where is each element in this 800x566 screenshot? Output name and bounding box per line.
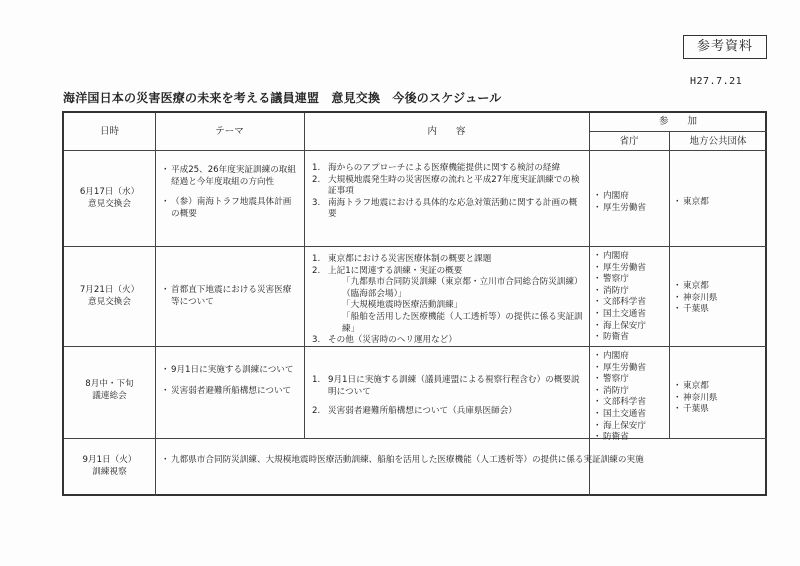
- ministry-item: ・ 文部科学省: [593, 397, 667, 409]
- ministry-item: ・ 厚生労働省: [593, 263, 667, 275]
- content-sub-item: 「九都県市合同防災訓練（東京都・立川市合同総合防災訓練）（臨海部会場）」: [342, 277, 583, 299]
- ministry-item: ・ 防衛省: [593, 432, 667, 444]
- ministry-list: [593, 251, 667, 344]
- content-item: 1. 東京都における災害医療体制の概要と課題: [312, 254, 492, 264]
- row-date-cell: [64, 187, 155, 210]
- theme-item: ・ （参）南海トラフ地震具体計画の概要: [161, 197, 296, 220]
- content-sub-item: 「船舶を活用した医療機能（人工透析等）の提供に係る実証訓練」: [342, 311, 583, 334]
- ministry-item: ・ 警察庁: [593, 274, 667, 286]
- ministry-item: ・ 厚生労働省: [593, 363, 667, 375]
- ministry-item: ・ 海上保安庁: [593, 321, 667, 333]
- column-divider: [304, 113, 305, 438]
- row-date-cell: [64, 455, 155, 478]
- local-government-item: ・ 千葉県: [673, 304, 765, 316]
- row-date: 7月21日（火）: [79, 285, 140, 295]
- row-date-cell: [64, 379, 155, 402]
- reference-badge: 参考資料: [683, 35, 767, 59]
- theme-item: ・ 平成25、26年度実証訓練の取組経過と今年度取組の方向性: [161, 165, 296, 188]
- theme-item: ・ 災害弱者避難所船構想について: [161, 386, 296, 398]
- content-list: [312, 254, 586, 347]
- local-government-item: ・ 東京都: [673, 381, 765, 393]
- schedule-table: [62, 111, 767, 496]
- header-local-government: 地方公共団体: [689, 136, 747, 147]
- theme-item: ・ 9月1日に実施する訓練について: [161, 365, 296, 377]
- local-government-item: ・ 神奈川県: [673, 393, 765, 405]
- content-sub-item: 「大規模地震時医療活動訓練」: [342, 300, 463, 311]
- header-ministries: 省庁: [619, 136, 639, 147]
- theme-item: ・ 首都直下地震における災害医療等について: [161, 285, 296, 308]
- row-date: 6月17日（水）: [79, 187, 140, 197]
- local-government-item: ・ 東京都: [673, 281, 765, 293]
- row-event: 訓練視察: [92, 466, 127, 477]
- theme-list: [161, 285, 296, 308]
- row-event: 意見交換会: [88, 198, 131, 209]
- row-event: 意見交換会: [88, 296, 131, 307]
- ministry-item: ・ 内閣府: [593, 251, 667, 263]
- local-government-item: ・ 千葉県: [673, 404, 765, 416]
- content-item: 2. 上記1に関連する訓練・実証の概要 「九都県市合同防災訓練（東京都・立川市合同総合防災訓練）（臨海部会場）」 「大規模地震時医療活動訓練」 「船舶を活用した医療機能（人工透析等）の提供に係る実証訓練」: [312, 266, 586, 336]
- ministry-item: ・ 文部科学省: [593, 297, 667, 309]
- content-item: 2. 災害弱者避難所船構想について（兵庫県医師会）: [312, 406, 517, 417]
- content-item: 2. 大規模地震発生時の災害医療の流れと平成27年度実証訓練での検証事項: [312, 174, 580, 197]
- local-government-item: ・ 東京都: [673, 197, 765, 209]
- content-item: 1. 9月1日に実施する訓練（議員連盟による視察行程含む）の概要説明について: [312, 375, 580, 397]
- ministry-list: [593, 351, 667, 444]
- row-divider: [64, 246, 767, 247]
- local-government-list: [673, 197, 765, 209]
- ministry-item: ・ 警察庁: [593, 374, 667, 386]
- ministry-item: ・ 防衛省: [593, 332, 667, 344]
- document-title: 海洋国日本の災害医療の未来を考える議員連盟 意見交換 今後のスケジュール: [63, 91, 502, 105]
- theme-list: [161, 365, 296, 397]
- header-theme: テーマ: [215, 126, 244, 137]
- ministry-item: ・ 国土交通省: [593, 309, 667, 321]
- content-item: 3. 南海トラフ地震における具体的な応急対策活動に関する計画の概要: [312, 197, 578, 220]
- summary-item: ・ 九都県市合同防災訓練、大規模地震時医療活動訓練、船舶を活用した医療機能（人工透析等）の提供に係る実証訓練の実施: [161, 455, 761, 467]
- row-date: 9月1日（火）: [82, 455, 137, 465]
- content-item: 1. 海からのアプローチによる医療機能提供に関する検討の経緯: [312, 163, 561, 173]
- ministry-item: ・ 内閣府: [593, 191, 667, 203]
- header-content: 内 容: [427, 126, 466, 137]
- summary-list: [161, 455, 761, 467]
- document-date: H27.7.21: [690, 76, 743, 87]
- ministry-item: ・ 消防庁: [593, 386, 667, 398]
- ministry-item: ・ 国土交通省: [593, 409, 667, 421]
- header-date: 日時: [99, 126, 119, 137]
- ministry-item: ・ 海上保安庁: [593, 421, 667, 433]
- content-list: [312, 375, 586, 418]
- ministry-list: [593, 191, 667, 214]
- column-divider: [669, 131, 670, 438]
- ministry-item: ・ 消防庁: [593, 286, 667, 298]
- row-divider: [64, 150, 767, 151]
- ministry-item: ・ 内閣府: [593, 351, 667, 363]
- local-government-list: [673, 281, 765, 316]
- row-divider: [589, 131, 767, 132]
- row-date-cell: [64, 285, 155, 308]
- row-date: 8月中・下旬: [85, 379, 134, 389]
- ministry-item: ・ 厚生労働省: [593, 203, 667, 215]
- row-event: 議連総会: [92, 390, 127, 401]
- local-government-list: [673, 381, 765, 416]
- local-government-item: ・ 神奈川県: [673, 293, 765, 305]
- theme-list: [161, 165, 296, 220]
- content-list: [312, 163, 582, 221]
- content-item: 3. その他（災害時のヘリ運用など）: [312, 335, 457, 346]
- content-sub-list: [328, 277, 586, 335]
- header-participants: 参 加: [658, 116, 697, 127]
